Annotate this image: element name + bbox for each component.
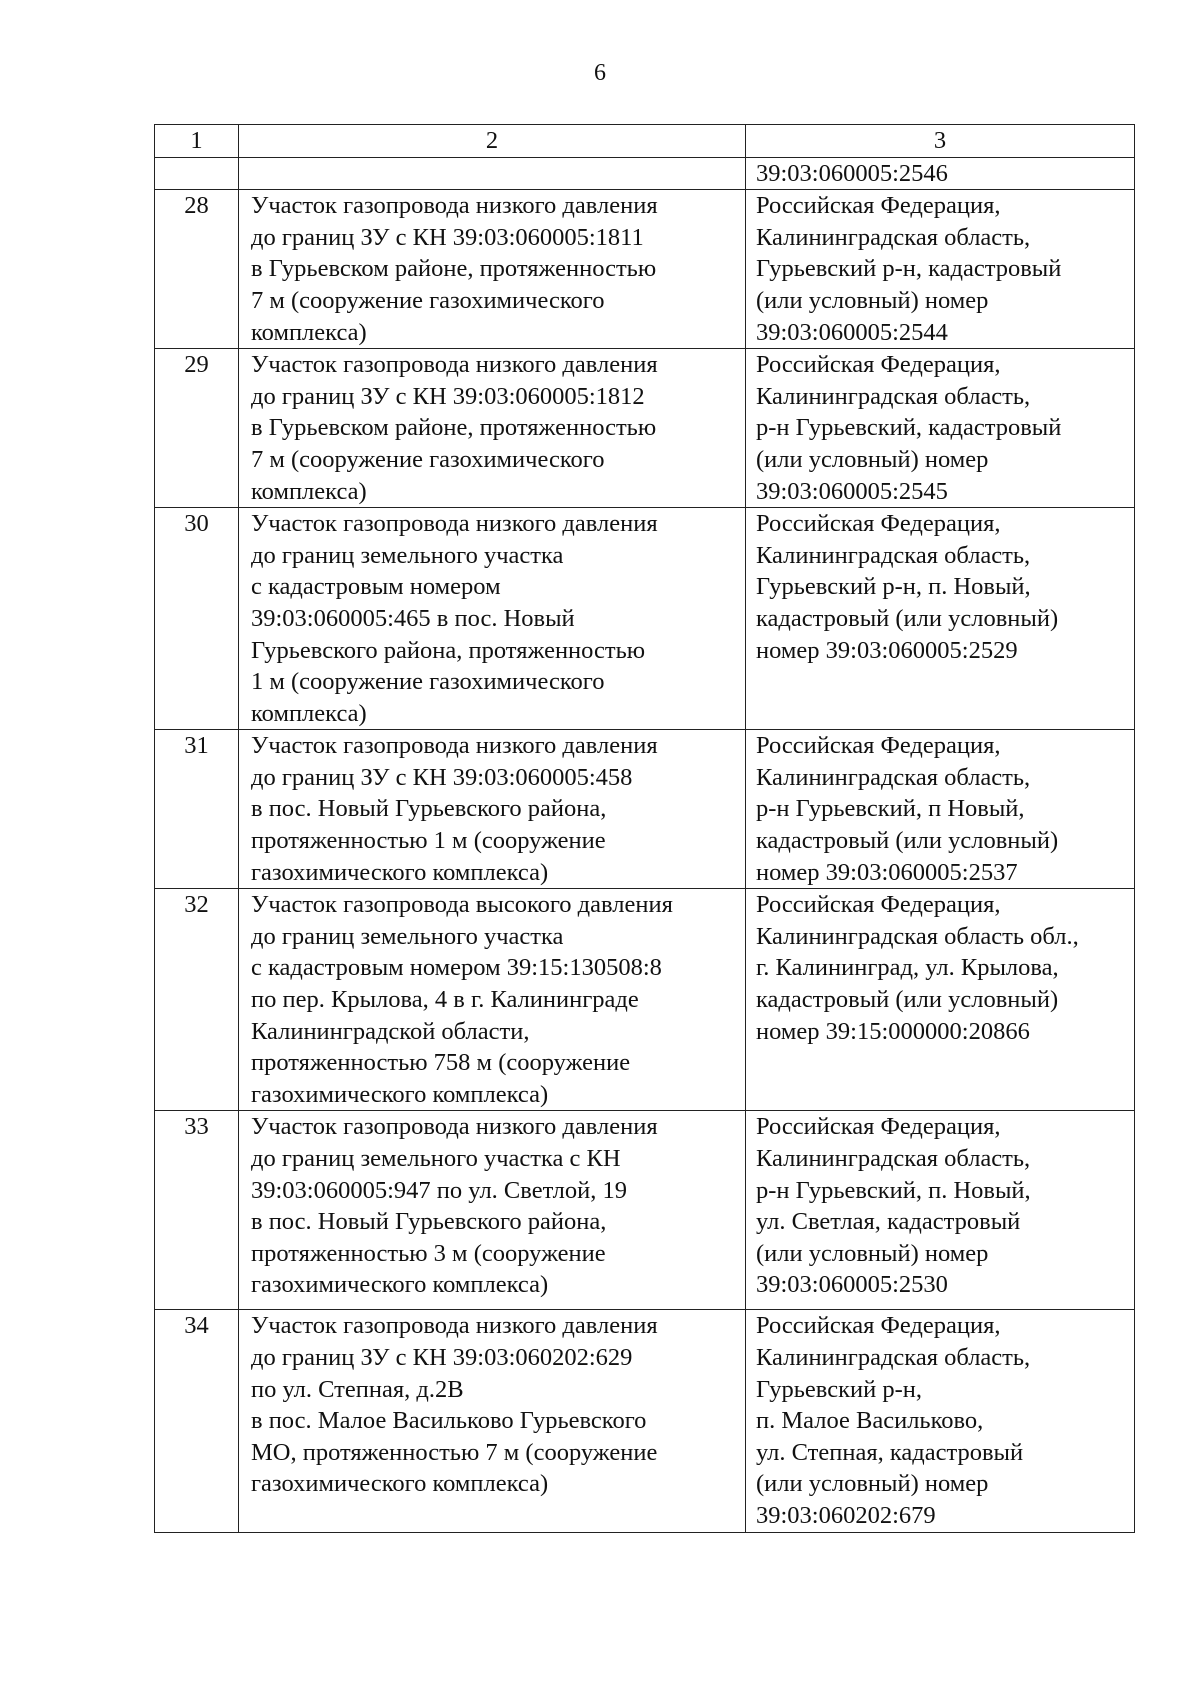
row-description-cell-line: Участок газопровода низкого давления (251, 1113, 658, 1141)
row-description-cell-line: протяженностью 3 м (сооружение (251, 1239, 606, 1267)
row-description-cell-line: с кадастровым номером 39:15:130508:8 (251, 954, 662, 982)
row-address-cell-line: г. Калининград, ул. Крылова, (756, 954, 1059, 982)
row-description-cell-line: в пос. Новый Гурьевского района, (251, 795, 607, 823)
row-number-cell: 29 (155, 349, 239, 508)
row-description-cell (239, 157, 746, 190)
row-description-cell-line: до границ земельного участка (251, 541, 564, 569)
row-description-cell-line: Калининградской области, (251, 1017, 530, 1045)
row-description-cell-line: Участок газопровода низкого давления (251, 192, 658, 220)
row-number-cell: 32 (155, 889, 239, 1111)
row-description-cell-line: в пос. Малое Васильково Гурьевского (251, 1407, 647, 1435)
row-address-cell (746, 349, 1135, 508)
row-address-cell (746, 190, 1135, 349)
row-number-cell: 33 (155, 1111, 239, 1310)
row-address-cell-line: Российская Федерация, (756, 732, 1001, 760)
row-description-cell (239, 190, 746, 349)
row-address-cell-line: Калининградская область, (756, 1344, 1031, 1371)
row-description-cell (239, 889, 746, 1111)
row-address-cell-line: р-н Гурьевский, кадастровый (756, 414, 1062, 442)
row-number-cell: 31 (155, 730, 239, 889)
row-address-cell-line: Российская Федерация, (756, 1113, 1001, 1141)
table-row (155, 1310, 1135, 1532)
row-address-cell-line: кадастровый (или условный) (756, 827, 1059, 855)
row-description-cell-line: газохимического комплекса) (251, 858, 549, 886)
row-address-cell (746, 730, 1135, 889)
row-description-cell-line: Участок газопровода низкого давления (251, 732, 658, 760)
row-number-cell: 28 (155, 190, 239, 349)
table-row (155, 508, 1135, 730)
row-address-cell-line: 39:03:060005:2530 (756, 1271, 948, 1299)
table-row (155, 730, 1135, 889)
row-description-cell-line: газохимического комплекса) (251, 1271, 549, 1299)
row-description-cell-line: комплекса) (251, 699, 367, 727)
row-address-cell-line: п. Малое Васильково, (756, 1407, 984, 1435)
row-address-cell-line: р-н Гурьевский, п Новый, (756, 795, 1025, 823)
row-address-cell (746, 1310, 1135, 1532)
table-body (155, 125, 1135, 1533)
row-address-cell-line: номер 39:03:060005:2529 (756, 636, 1018, 664)
row-address-cell-line: р-н Гурьевский, п. Новый, (756, 1176, 1031, 1204)
row-address-cell-line: кадастровый (или условный) (756, 986, 1059, 1014)
row-address-cell-line: Калининградская область, (756, 382, 1031, 410)
row-address-cell-line: 39:03:060005:2544 (756, 318, 948, 346)
row-description-cell (239, 349, 746, 508)
row-address-cell-line: Российская Федерация, (756, 1312, 1001, 1340)
table-row (155, 157, 1135, 190)
row-address-cell-line: Калининградская область, (756, 541, 1031, 569)
row-description-cell-line: Участок газопровода высокого давления (251, 891, 673, 919)
row-address-cell-line: кадастровый (или условный) (756, 604, 1059, 632)
row-address-cell-line: Российская Федерация, (756, 510, 1001, 538)
row-description-cell-line: в Гурьевском районе, протяженностью (251, 255, 657, 283)
row-address-cell (746, 1111, 1135, 1310)
row-description-cell-line: Участок газопровода низкого давления (251, 351, 658, 379)
row-description-cell (239, 1111, 746, 1310)
row-address-cell (746, 157, 1135, 190)
table-row (155, 1111, 1135, 1310)
row-address-cell-line: (или условный) номер (756, 445, 989, 473)
row-address-cell-line: Калининградская область, (756, 223, 1031, 251)
row-description-cell-line: газохимического комплекса) (251, 1470, 549, 1498)
row-address-cell-line: Калининградская область, (756, 1145, 1031, 1172)
row-description-cell-line: до границ ЗУ с КН 39:03:060202:629 (251, 1344, 633, 1371)
row-description-cell-line: в Гурьевском районе, протяженностью (251, 414, 657, 442)
row-description-cell-line: Участок газопровода низкого давления (251, 510, 658, 538)
row-description-cell-line: 7 м (сооружение газохимического (251, 286, 605, 314)
row-description-cell-line: Гурьевского района, протяженностью (251, 636, 646, 664)
row-description-cell-line: 39:03:060005:947 по ул. Светлой, 19 (251, 1176, 628, 1204)
header-cell-description: 2 (239, 125, 746, 158)
row-address-cell-line: 39:03:060005:2545 (756, 477, 948, 505)
row-number-cell: 30 (155, 508, 239, 730)
row-description-cell-line: газохимического комплекса) (251, 1080, 549, 1108)
row-description-cell-line: до границ земельного участка с КН (251, 1145, 621, 1172)
row-address-cell-line: Гурьевский р-н, кадастровый (756, 255, 1062, 283)
row-description-cell (239, 508, 746, 730)
row-address-cell-line: Гурьевский р-н, (756, 1375, 922, 1403)
row-description-cell-line: протяженностью 1 м (сооружение (251, 827, 606, 855)
row-description-cell-line: комплекса) (251, 477, 367, 505)
row-description-cell-line: по пер. Крылова, 4 в г. Калининграде (251, 986, 639, 1014)
row-description-cell-line: в пос. Новый Гурьевского района, (251, 1208, 607, 1236)
row-address-cell-line: Гурьевский р-н, п. Новый, (756, 573, 1031, 601)
row-address-cell-line: 39:03:060005:2546 (756, 159, 948, 187)
table-row (155, 889, 1135, 1111)
row-description-cell-line: с кадастровым номером (251, 573, 501, 601)
row-address-cell-line: Российская Федерация, (756, 192, 1001, 220)
row-description-cell-line: 39:03:060005:465 в пос. Новый (251, 604, 575, 632)
row-address-cell (746, 508, 1135, 730)
table-row (155, 190, 1135, 349)
table-header-row (155, 125, 1135, 158)
row-description-cell-line: по ул. Степная, д.2В (251, 1375, 464, 1403)
row-address-cell-line: Калининградская область обл., (756, 922, 1079, 950)
row-description-cell-line: протяженностью 758 м (сооружение (251, 1049, 631, 1077)
row-description-cell-line: до границ земельного участка (251, 922, 564, 950)
row-address-cell-line: Российская Федерация, (756, 351, 1001, 379)
row-address-cell-line: номер 39:15:000000:20866 (756, 1017, 1030, 1045)
row-address-cell-line: (или условный) номер (756, 286, 989, 314)
objects-table (154, 124, 1135, 1533)
row-address-cell-line: Российская Федерация, (756, 891, 1001, 919)
row-address-cell-line: номер 39:03:060005:2537 (756, 858, 1018, 886)
header-cell-address: 3 (746, 125, 1135, 158)
row-description-cell-line: 7 м (сооружение газохимического (251, 445, 605, 473)
row-description-cell-line: комплекса) (251, 318, 367, 346)
row-address-cell (746, 889, 1135, 1111)
row-description-cell-line: до границ ЗУ с КН 39:03:060005:1811 (251, 223, 644, 251)
row-description-cell-line: до границ ЗУ с КН 39:03:060005:1812 (251, 382, 645, 410)
row-description-cell-line: до границ ЗУ с КН 39:03:060005:458 (251, 763, 633, 791)
row-address-cell-line: 39:03:060202:679 (756, 1501, 936, 1529)
row-address-cell-line: (или условный) номер (756, 1239, 989, 1267)
row-number-cell (155, 157, 239, 190)
row-address-cell-line: ул. Светлая, кадастровый (756, 1208, 1021, 1236)
row-description-cell-line: 1 м (сооружение газохимического (251, 668, 605, 696)
header-cell-number: 1 (155, 125, 239, 158)
row-address-cell-line: Калининградская область, (756, 763, 1031, 791)
row-description-cell-line: Участок газопровода низкого давления (251, 1312, 658, 1340)
row-description-cell (239, 1310, 746, 1532)
row-number-cell: 34 (155, 1310, 239, 1532)
row-description-cell (239, 730, 746, 889)
table-row (155, 349, 1135, 508)
row-address-cell-line: ул. Степная, кадастровый (756, 1438, 1024, 1466)
row-description-cell-line: МО, протяженностью 7 м (сооружение (251, 1438, 658, 1466)
row-address-cell-line: (или условный) номер (756, 1470, 989, 1498)
page-number: 6 (594, 60, 606, 86)
